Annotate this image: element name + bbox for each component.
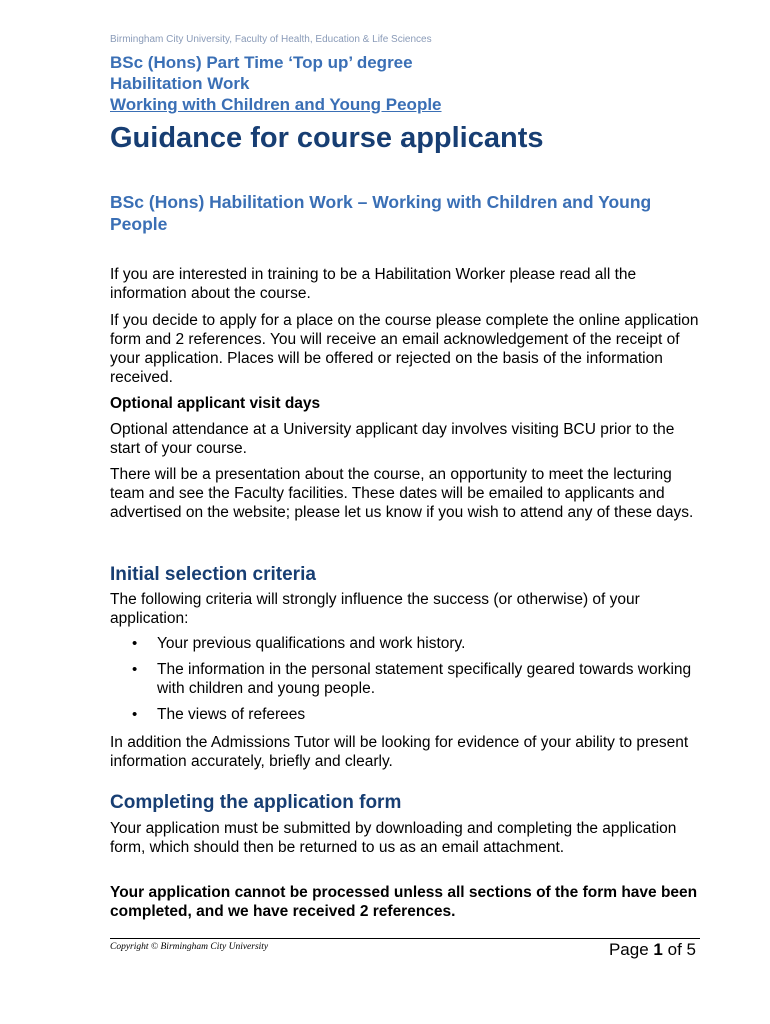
page-number — [609, 940, 696, 960]
footer-divider — [110, 938, 700, 939]
list-item — [110, 634, 700, 653]
intro-paragraph-1: If you are interested in training to be a Habilitation Worker please read all the information about the course. — [110, 266, 637, 302]
list-item — [110, 705, 700, 724]
visit-days-heading: Optional applicant visit days — [110, 395, 321, 412]
selection-intro: The following criteria will strongly influence the success (or otherwise) of your application: — [110, 591, 640, 627]
page-subtitle: BSc (Hons) Habilitation Work – Working with Children and Young People — [110, 192, 652, 234]
selection-outro: In addition the Admissions Tutor will be looking for evidence of your ability to present information accurately, briefly and clearly. — [110, 734, 689, 770]
course-title-line-1: BSc (Hons) Part Time ‘Top up’ degree — [110, 53, 413, 72]
course-title-line-2: Habilitation Work — [110, 74, 250, 93]
visit-days-paragraph-1: Optional attendance at a University applicant day involves visiting BCU prior to the start of your course. — [110, 421, 675, 457]
page-label: Page — [608, 940, 649, 959]
list-item-text: The views of referees — [157, 706, 306, 723]
bullet-icon: • — [132, 635, 138, 652]
selection-heading: Initial selection criteria — [110, 564, 316, 585]
running-header: Birmingham City University, Faculty of Health, Education & Life Sciences — [110, 34, 432, 45]
page-total: 5 — [686, 940, 696, 959]
course-title-line-3: Working with Children and Young People — [110, 95, 442, 114]
application-paragraph-1: Your application must be submitted by downloading and completing the application form, which should then be returned to us as an email attachment. — [110, 820, 677, 856]
bullet-icon: • — [132, 706, 138, 723]
list-item-text: Your previous qualifications and work history. — [157, 635, 466, 652]
page-title: Guidance for course applicants — [110, 122, 544, 154]
intro-paragraph-2: If you decide to apply for a place on the course please complete the online application form and 2 references. You will receive an email acknowledgement of the receipt of your application. Places will be offered or rejected on the basis of the information received. — [110, 312, 699, 386]
application-paragraph-2: Your application cannot be processed unless all sections of the form have been completed, and we have received 2 references. — [110, 884, 698, 920]
application-heading: Completing the application form — [110, 792, 402, 813]
visit-days-paragraph-2: There will be a presentation about the course, an opportunity to meet the lecturing team and see the Faculty facilities. These dates will be emailed to applicants and advertised on the website; please let us know if you wish to attend any of these days. — [110, 466, 694, 521]
list-item — [110, 660, 700, 698]
page-of: of — [667, 940, 682, 959]
bullet-icon: • — [132, 661, 138, 678]
course-title-block — [110, 52, 442, 115]
selection-criteria-list — [110, 634, 700, 724]
page-current: 1 — [653, 940, 663, 959]
copyright-notice: Copyright © Birmingham City University — [110, 942, 269, 952]
list-item-text: The information in the personal statement specifically geared towards working with children and young people. — [157, 661, 692, 697]
